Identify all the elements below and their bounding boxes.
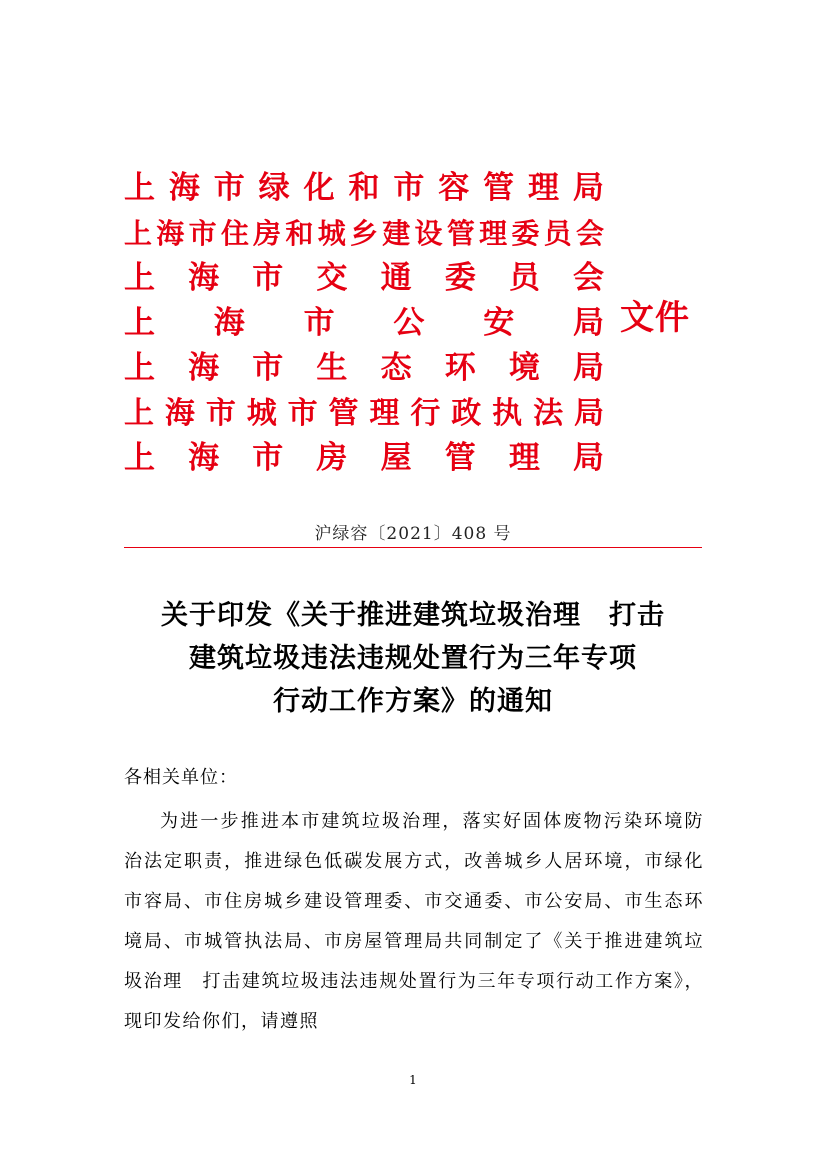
title-line: 行动工作方案》的通知: [273, 686, 553, 717]
agency-char: 通: [380, 260, 412, 296]
agency-char: 员: [543, 217, 572, 250]
agency-char: 上: [124, 350, 155, 386]
agency-char: 海: [188, 350, 220, 386]
agency-char: 设: [414, 217, 443, 250]
agency-char: 环: [444, 350, 476, 386]
agency-char: 局: [572, 170, 604, 206]
agency-char: 海: [188, 260, 220, 296]
agency-char: 市: [303, 305, 335, 341]
agency-char: 态: [380, 350, 412, 386]
agency-char: 房: [316, 440, 348, 476]
agency-char: 管: [444, 440, 476, 476]
agency-char: 屋: [380, 440, 412, 476]
agency-char: 建: [382, 217, 411, 250]
body-paragraph: 为进一步推进本市建筑垃圾治理，落实好固体废物污染环境防治法定职责，推进绿色低碳发展方式，改善城乡人居环境，市绿化市容局、市住房城乡建设管理委、市交通委、市公安局、市生态环境局、市城管执法局、市房屋管理局共同制定了《关于推进建筑垃圾治理 打击建筑垃圾违法违规处置行为三年专项行动工作方案》，现印发给你们，请遵照: [124, 811, 704, 1032]
agency-char: 城: [246, 396, 277, 431]
agency-char: 房: [253, 217, 282, 250]
agency-name: [124, 436, 604, 481]
agency-char: 市: [287, 396, 318, 431]
agency-char: 境: [508, 350, 540, 386]
agency-char: 市: [252, 350, 284, 386]
agency-name: [124, 211, 604, 256]
agency-char: 市: [252, 260, 284, 296]
agency-char: 交: [316, 260, 348, 296]
agency-char: 上: [124, 217, 153, 250]
agency-char: 海: [156, 217, 185, 250]
salutation: 各相关单位：: [124, 767, 238, 788]
agency-char: 海: [188, 440, 220, 476]
agency-char: 上: [124, 305, 155, 341]
title-line: 关于印发《关于推进建筑垃圾治理 打击: [161, 600, 665, 631]
agency-char: 乡: [349, 217, 378, 250]
issuing-agencies: [124, 166, 604, 481]
agency-name: [124, 391, 604, 436]
agency-char: 管: [328, 396, 359, 431]
agency-char: 海: [168, 170, 200, 206]
agency-name: [124, 166, 604, 211]
agency-char: 市: [188, 217, 217, 250]
red-divider-line: [124, 547, 702, 548]
agency-char: 局: [572, 350, 604, 386]
agency-char: 绿: [258, 170, 290, 206]
agency-char: 和: [348, 170, 380, 206]
agency-char: 委: [511, 217, 540, 250]
agency-char: 城: [317, 217, 346, 250]
agency-char: 上: [124, 260, 155, 296]
agency-char: 执: [492, 396, 523, 431]
agency-char: 市: [393, 170, 425, 206]
document-suffix: 文件: [620, 298, 690, 338]
agency-char: 和: [285, 217, 314, 250]
agency-char: 市: [213, 170, 245, 206]
agency-char: 理: [369, 396, 400, 431]
page-number: 1: [409, 1073, 417, 1087]
agency-char: 上: [124, 396, 154, 431]
agency-char: 会: [572, 260, 604, 296]
agency-char: 公: [393, 305, 425, 341]
agency-char: 容: [438, 170, 470, 206]
agency-char: 理: [508, 440, 540, 476]
agency-char: 政: [451, 396, 482, 431]
agency-name: [124, 301, 604, 346]
agency-char: 局: [572, 305, 604, 341]
agency-char: 生: [316, 350, 348, 386]
agency-char: 局: [572, 440, 604, 476]
agency-char: 员: [508, 260, 540, 296]
agency-char: 理: [528, 170, 560, 206]
agency-char: 安: [483, 305, 515, 341]
document-number: 沪绿容〔2021〕408 号: [314, 524, 512, 544]
agency-char: 行: [410, 396, 441, 431]
agency-char: 理: [479, 217, 508, 250]
agency-name: [124, 256, 604, 301]
agency-name: [124, 346, 604, 391]
agency-char: 上: [124, 440, 155, 476]
agency-char: 会: [575, 217, 604, 250]
agency-char: 管: [483, 170, 515, 206]
agency-char: 局: [573, 396, 604, 431]
agency-char: 管: [446, 217, 475, 250]
agency-char: 海: [213, 305, 245, 341]
agency-char: 上: [124, 170, 155, 206]
agency-char: 住: [220, 217, 249, 250]
agency-char: 化: [303, 170, 335, 206]
agency-char: 市: [205, 396, 236, 431]
title-line: 建筑垃圾违法违规处置行为三年专项: [189, 643, 637, 674]
document-title: [100, 594, 726, 723]
agency-char: 海: [164, 396, 195, 431]
agency-char: 法: [533, 396, 564, 431]
agency-char: 委: [444, 260, 476, 296]
agency-char: 市: [252, 440, 284, 476]
